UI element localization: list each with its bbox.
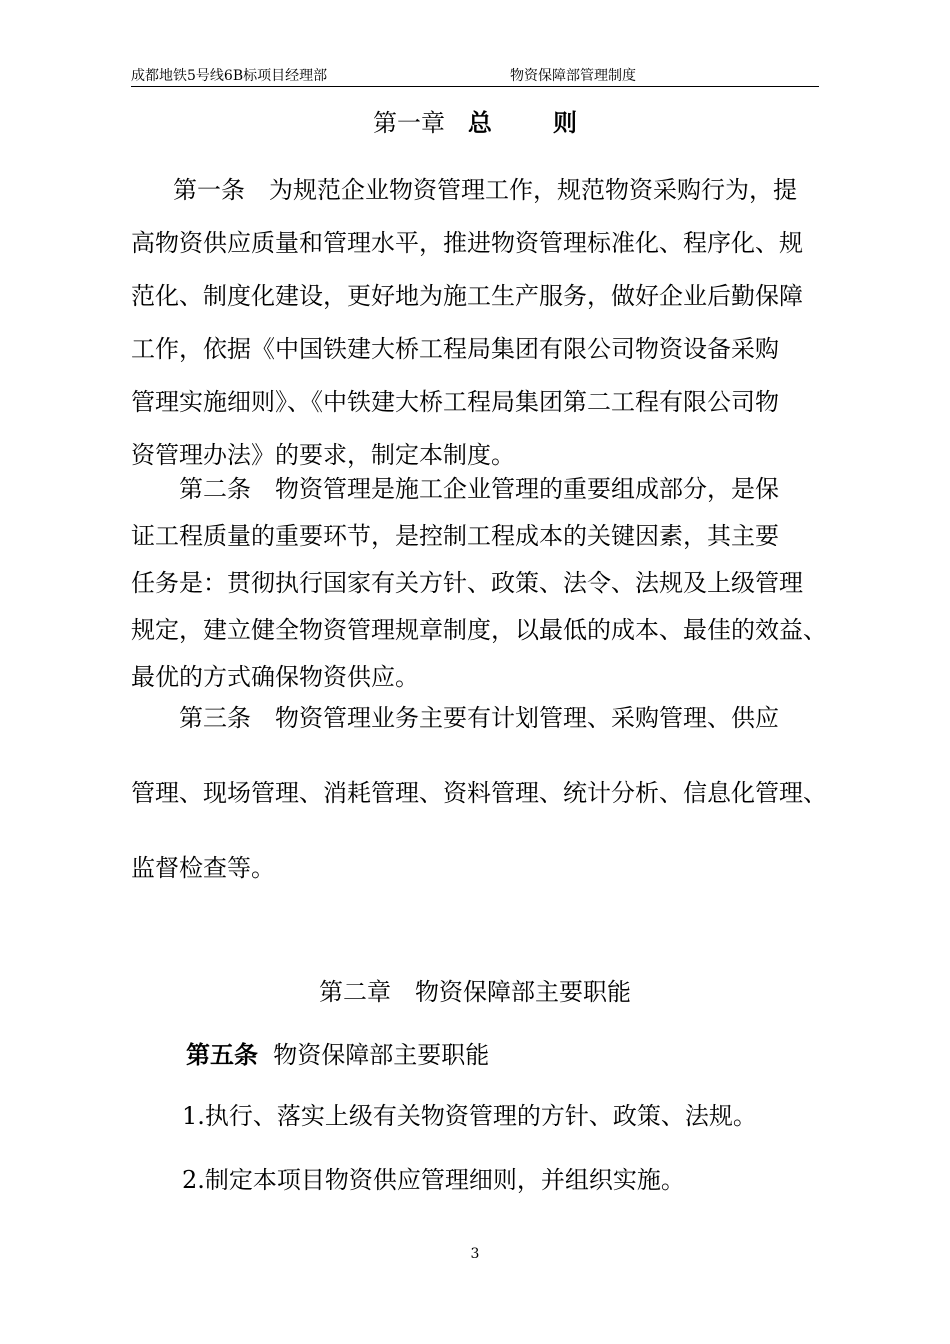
- article-5-heading: [186, 1040, 489, 1070]
- chapter-1-heading: [0, 108, 950, 138]
- article-3: [131, 700, 827, 886]
- article-1-line: 高物资供应质量和管理水平，推进物资管理标准化、程序化、规: [131, 229, 803, 257]
- header-rule: [131, 86, 819, 87]
- article-5-label: 第五条: [186, 1040, 258, 1069]
- article-1-line: 资管理办法》的要求，制定本制度。: [131, 441, 515, 469]
- article-1-line: 第一条 为规范企业物资管理工作，规范物资采购行为，提: [173, 176, 797, 204]
- article-2-line: 证工程质量的重要环节，是控制工程成本的关键因素，其主要: [131, 522, 779, 550]
- chapter-1-number: 第一章: [373, 109, 446, 137]
- article-2-line: 第二条 物资管理是施工企业管理的重要组成部分，是保: [179, 475, 779, 503]
- article-3-line: 第三条 物资管理业务主要有计划管理、采购管理、供应: [179, 704, 779, 732]
- chapter-1-title-part-1: 总: [467, 108, 492, 137]
- article-2-line: 最优的方式确保物资供应。: [131, 663, 419, 691]
- article-2: [131, 466, 827, 701]
- article-5-text: 物资保障部主要职能: [273, 1041, 490, 1069]
- chapter-1-title-part-2: 则: [552, 108, 577, 137]
- article-2-line: 规定，建立健全物资管理规章制度，以最低的成本、最佳的效益、: [131, 616, 827, 644]
- header-project-name: 成都地铁5号线6B标项目经理部: [131, 68, 328, 84]
- article-3-line: 管理、现场管理、消耗管理、资料管理、统计分析、信息化管理、: [131, 779, 827, 807]
- article-3-line: 监督检查等。: [131, 854, 275, 882]
- article-1: [131, 164, 819, 482]
- chapter-2-heading: 第二章 物资保障部主要职能: [319, 978, 631, 1006]
- article-1-line: 工作，依据《中国铁建大桥工程局集团有限公司物资设备采购: [131, 335, 779, 363]
- article-1-line: 范化、制度化建设，更好地为施工生产服务，做好企业后勤保障: [131, 282, 803, 310]
- article-1-line: 管理实施细则》、《中铁建大桥工程局集团第二工程有限公司物: [131, 388, 779, 416]
- page-number: 3: [470, 1246, 480, 1262]
- header-document-title: 物资保障部管理制度: [510, 68, 636, 84]
- list-item: 1.执行、落实上级有关物资管理的方针、政策、法规。: [182, 1102, 757, 1130]
- list-item: 2.制定本项目物资供应管理细则，并组织实施。: [182, 1166, 685, 1194]
- article-2-line: 任务是：贯彻执行国家有关方针、政策、法令、法规及上级管理: [131, 569, 803, 597]
